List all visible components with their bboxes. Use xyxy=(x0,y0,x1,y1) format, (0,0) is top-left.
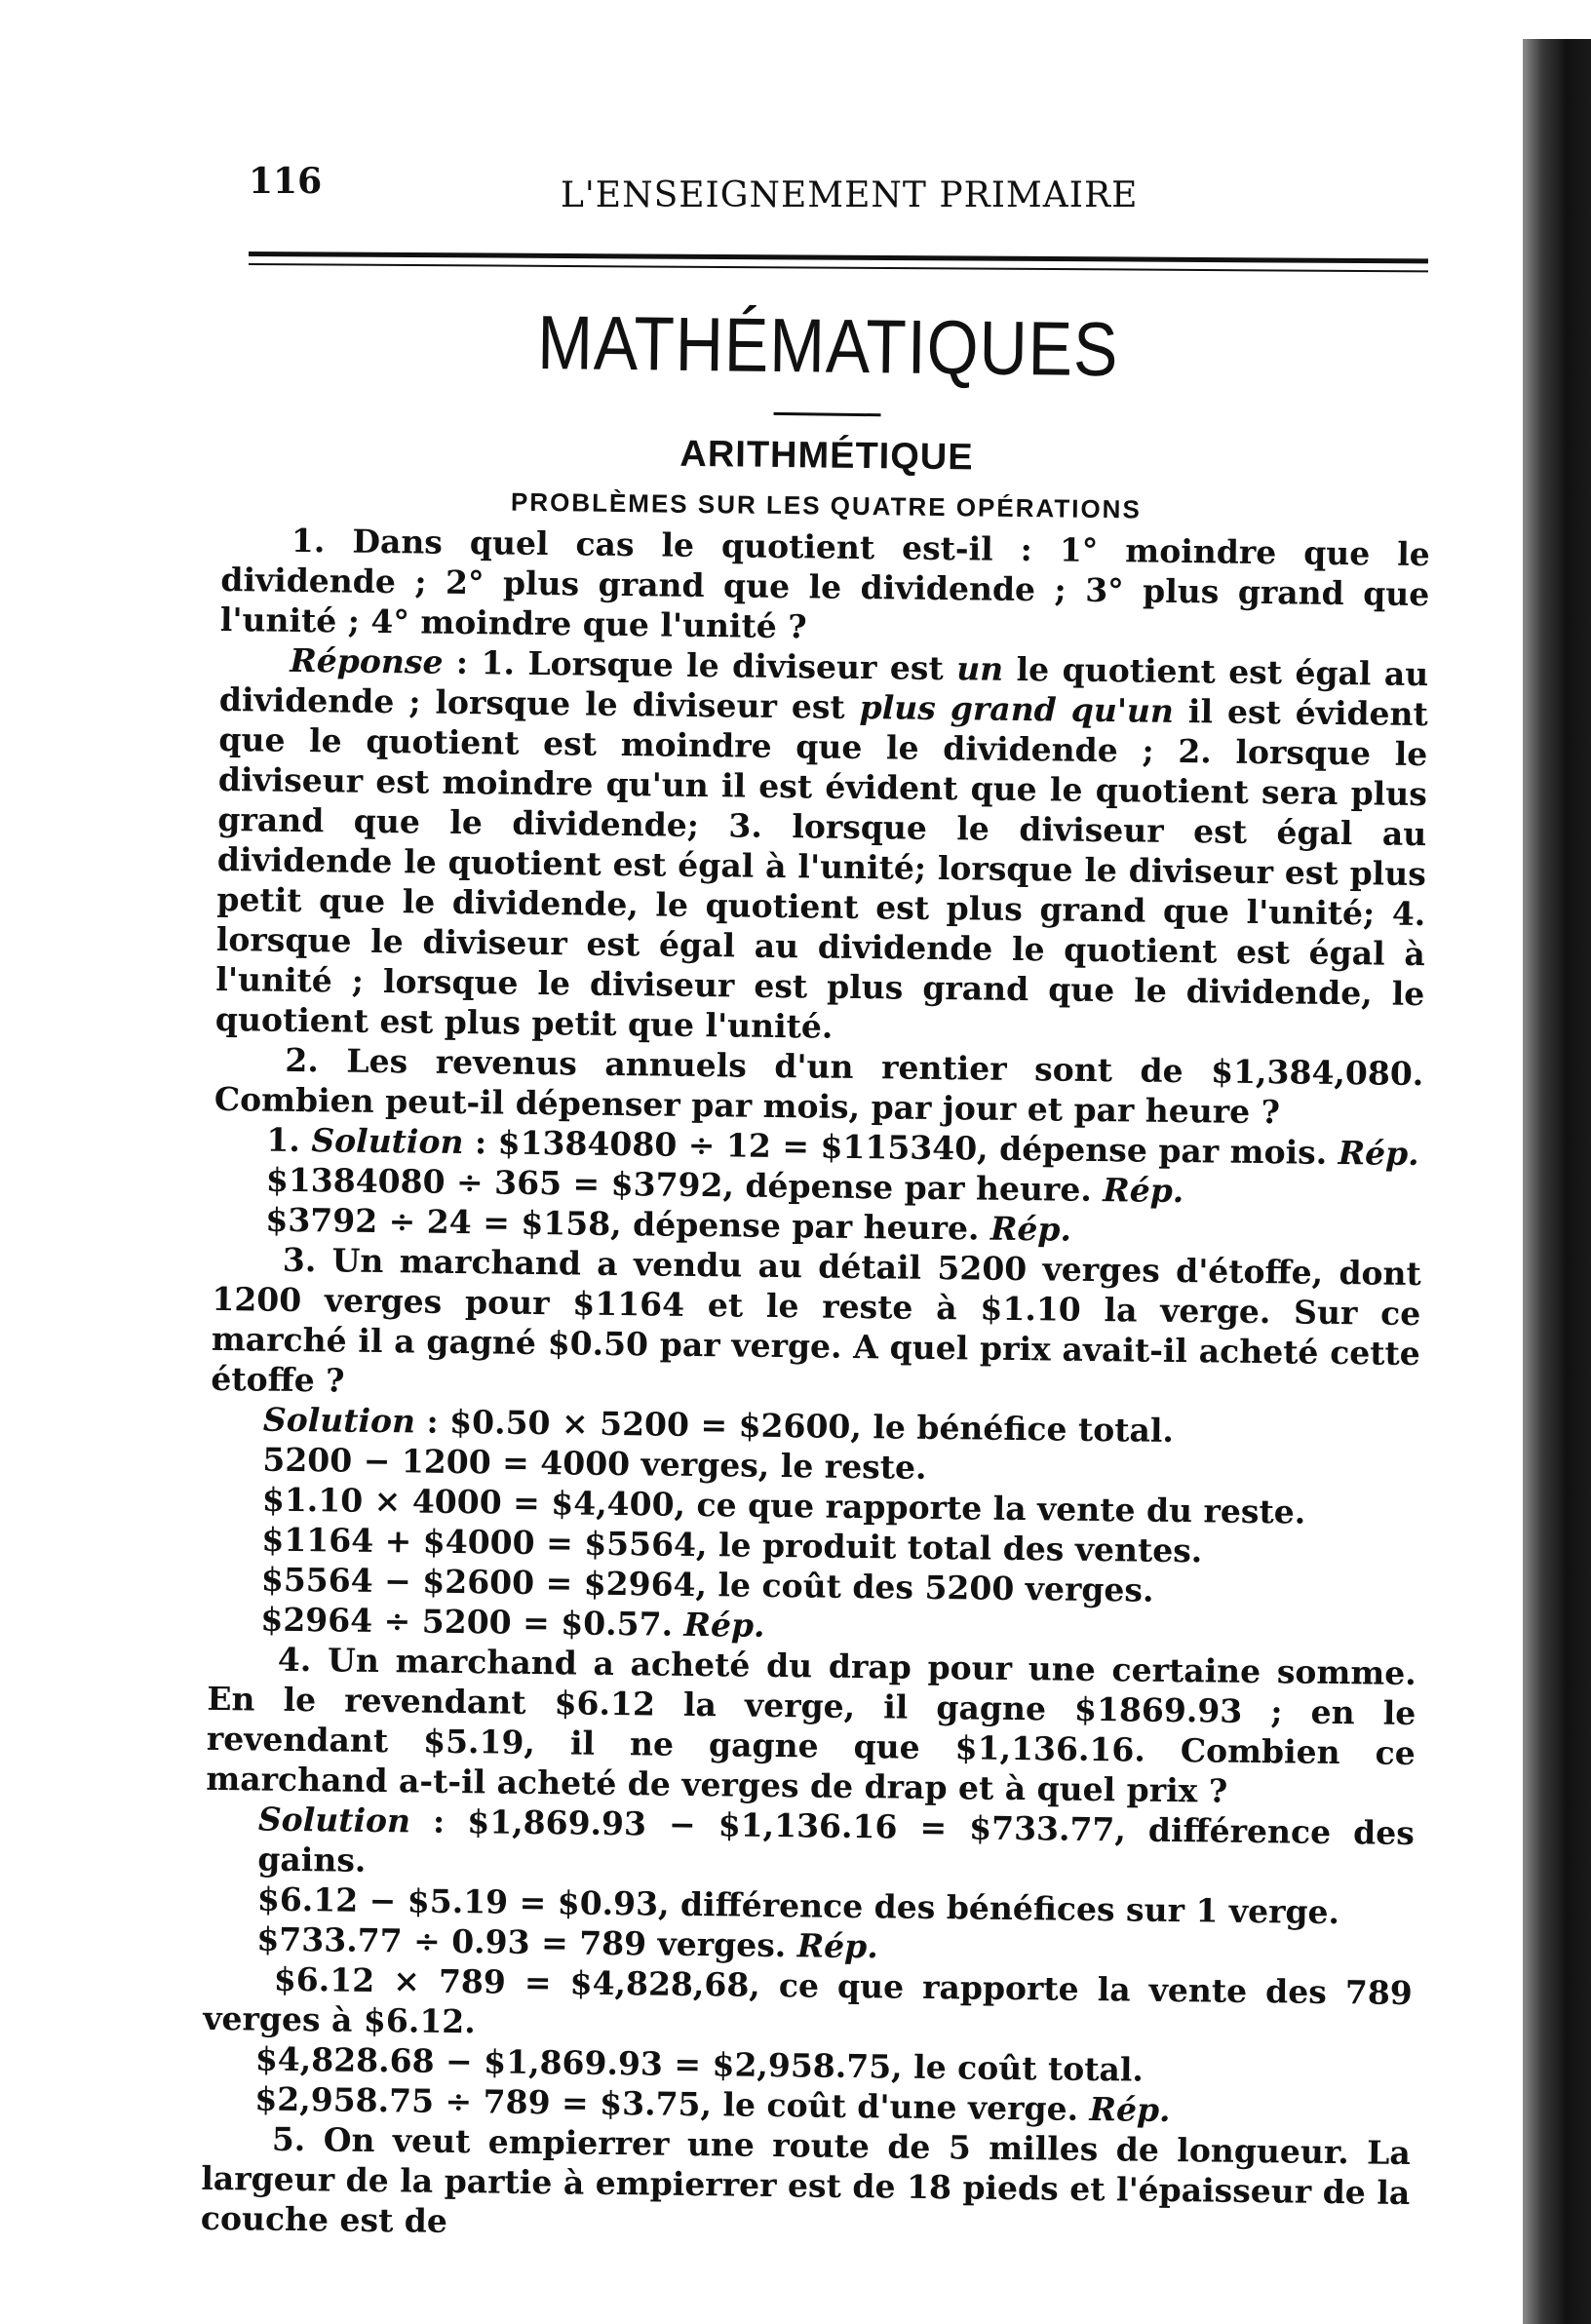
page-edge-shadow xyxy=(1523,39,1591,2324)
page-header xyxy=(249,161,1438,229)
running-title: L'ENSEIGNEMENT PRIMAIRE xyxy=(561,175,1139,215)
problem-4: 4. Un marchand a acheté du drap pour une certaine somme. En le revendant $6.12 la verge, il gagne $1869.93 ; en le revendant $5.19, il ne gagne que $1,136.16. Combien ce marchand a-t-il acheté de verges de drap et à quel prix ? xyxy=(206,1640,1417,1810)
problem-3: 3. Un marchand a vendu au détail 5200 verges d'étoffe, dont 1200 verges pour $1164 et le reste à $1.10 la verge. Sur ce marché il a gagné $0.50 par verge. A quel prix avait-il acheté cette étoffe ? xyxy=(211,1240,1422,1400)
subsection-title: PROBLÈMES SUR LES QUATRE OPÉRATIONS xyxy=(510,486,1142,524)
problem-2: 2. Les revenus annuels d'un rentier sont de $1,384,080. Combien peut-il dépenser par mois, par jour et par heure ? xyxy=(213,1040,1424,1132)
solution-4-line-1: Solution : $1,869.93 − $1,136.16 = $733.77, différence des gains. xyxy=(257,1800,1416,1879)
solution-4-line-4: $6.12 × 789 = $4,828,68, ce que rapporte la vente des 789 verges à $6.12. xyxy=(203,1959,1414,2041)
solution-3-line-6: $2964 ÷ 5200 = $0.57. Rép. xyxy=(260,1600,765,1645)
solution-3-line-2: 5200 − 1200 = 4000 verges, le reste. xyxy=(262,1440,927,1487)
article-content xyxy=(201,292,1433,2253)
solution-2-line-2: $1384080 ÷ 365 = $3792, dépense par heure. Rép. xyxy=(265,1160,1184,1211)
solution-3-line-3: $1.10 × 4000 = $4,400, ce que rapporte la vente du reste. xyxy=(261,1480,1306,1531)
solution-3-line-1: Solution : $0.50 × 5200 = $2600, le bénéfice total. xyxy=(262,1400,1175,1450)
title-rule xyxy=(774,412,881,416)
main-title: MATHÉMATIQUES xyxy=(536,299,1119,393)
solution-2-line-1: 1. Solution : $1384080 ÷ 12 = $115340, dépense par mois. Rép. xyxy=(266,1120,1419,1174)
answer-label: Réponse xyxy=(290,640,444,681)
answer-1: Réponse : 1. Lorsque le diviseur est un le quotient est égal au dividende ; lorsque le diviseur est plus grand qu'un il est évident que le quotient est moindre que le dividende ; 2. lorsque le diviseur est moindre qu'un il est évident que le quotient sera plus grand que le dividende; 3. lorsque le diviseur est égal au dividende le quotient est égal à l'unité; lorsque le diviseur est plus petit que le dividende, le quotient est plus grand que l'unité; 4. lorsque le diviseur est égal au dividende le quotient est égal à l'unité ; lorsque le diviseur est plus grand que le dividende, le quotient est plus petit que l'unité. xyxy=(214,640,1429,1046)
problem-5: 5. On veut empierrer une route de 5 milles de longueur. La largeur de la partie à empierrer est de 18 pieds et l'épaisseur de la couche est de xyxy=(200,2119,1412,2240)
section-title: ARITHMÉTIQUE xyxy=(679,433,974,479)
solution-4-line-3: $733.77 ÷ 0.93 = 789 verges. Rép. xyxy=(256,1919,878,1966)
solution-4-line-2: $6.12 − $5.19 = $0.93, différence des bénéfices sur 1 verge. xyxy=(256,1879,1340,1932)
page-number: 116 xyxy=(249,161,323,202)
solution-2-line-3: $3792 ÷ 24 = $158, dépense par heure. Rép. xyxy=(265,1200,1072,1249)
problem-1: 1. Dans quel cas le quotient est-il : 1° moindre que le dividende ; 2° plus grand que le dividende ; 3° plus grand que l'unité ; 4° moindre que l'unité ? xyxy=(219,521,1431,646)
solution-3-line-4: $1164 + $4000 = $5564, le produit total des ventes. xyxy=(261,1520,1203,1570)
solution-4-line-6: $2,958.75 ÷ 789 = $3.75, le coût d'une verge. Rép. xyxy=(254,2079,1171,2129)
solution-3-line-5: $5564 − $2600 = $2964, le coût des 5200 verges. xyxy=(260,1560,1154,1609)
solution-4-line-5: $4,828.68 − $1,869.93 = $2,958.75, le coût total. xyxy=(254,2039,1145,2089)
